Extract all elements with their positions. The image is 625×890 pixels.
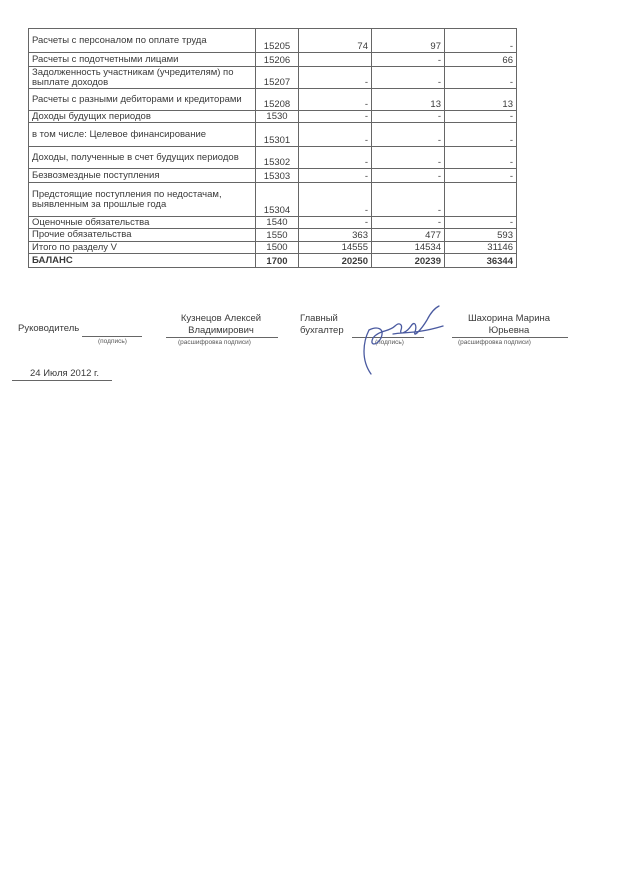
row-value-previous: - (372, 67, 445, 89)
row-label: Предстоящие поступления по недостачам, выявленным за прошлые года (29, 183, 256, 217)
row-label: Прочие обязательства (29, 229, 256, 242)
accountant-name-caption: (расшифровка подписи) (458, 339, 531, 346)
accountant-name-line1: Шахорина Марина (467, 313, 551, 324)
row-label: Оценочные обязательства (29, 217, 256, 229)
balance-table (28, 28, 517, 268)
head-name-line (166, 337, 278, 338)
head-name-line1: Кузнецов Алексей (180, 313, 262, 324)
row-value-prior: - (445, 169, 517, 183)
row-value-previous: 13 (372, 89, 445, 111)
row-value-current: - (299, 111, 372, 123)
row-code: 1530 (256, 111, 299, 123)
row-value-current: - (299, 183, 372, 217)
row-label: Задолженность участникам (учредителям) по выплате доходов (29, 67, 256, 89)
row-value-previous: 477 (372, 229, 445, 242)
row-value-prior: 36344 (445, 254, 517, 268)
row-code: 15302 (256, 147, 299, 169)
row-code: 1700 (256, 254, 299, 268)
row-code: 15303 (256, 169, 299, 183)
table-row (29, 53, 517, 67)
table-row (29, 67, 517, 89)
row-value-prior: - (445, 111, 517, 123)
row-code: 15301 (256, 123, 299, 147)
row-value-current: 20250 (299, 254, 372, 268)
accountant-signature-caption: (подпись) (375, 339, 404, 346)
row-code: 1540 (256, 217, 299, 229)
head-name-caption: (расшифровка подписи) (178, 339, 251, 346)
table-row (29, 183, 517, 217)
row-value-previous: - (372, 53, 445, 67)
row-label: Доходы будущих периодов (29, 111, 256, 123)
row-code: 1550 (256, 229, 299, 242)
row-label: БАЛАНС (29, 254, 256, 268)
signing-date: 24 Июля 2012 г. (30, 368, 99, 379)
table-row (29, 147, 517, 169)
row-value-previous: - (372, 111, 445, 123)
row-value-current (299, 53, 372, 67)
accountant-name-line2: Юрьевна (488, 325, 530, 336)
row-label: Итого по разделу V (29, 242, 256, 254)
row-value-current: - (299, 89, 372, 111)
accountant-label-line2: бухгалтер (300, 325, 344, 336)
signing-date-line (12, 380, 112, 381)
row-value-prior: 66 (445, 53, 517, 67)
row-code: 15206 (256, 53, 299, 67)
head-name-line2: Владимирович (188, 325, 254, 336)
row-value-current: - (299, 217, 372, 229)
row-value-previous: - (372, 147, 445, 169)
row-value-prior: - (445, 67, 517, 89)
row-value-current: - (299, 123, 372, 147)
table-row (29, 217, 517, 229)
table-row (29, 242, 517, 254)
row-value-previous: 14534 (372, 242, 445, 254)
row-code: 15304 (256, 183, 299, 217)
row-value-prior: 31146 (445, 242, 517, 254)
row-value-current: - (299, 147, 372, 169)
row-value-previous: - (372, 123, 445, 147)
row-label: Расчеты с персоналом по оплате труда (29, 29, 256, 53)
row-value-prior: - (445, 147, 517, 169)
row-label: Расчеты с разными дебиторами и кредиторами (29, 89, 256, 111)
row-label: Доходы, полученные в счет будущих периодов (29, 147, 256, 169)
table-row (29, 123, 517, 147)
row-value-prior: - (445, 217, 517, 229)
row-code: 15208 (256, 89, 299, 111)
row-value-current: 363 (299, 229, 372, 242)
accountant-label-line1: Главный (300, 313, 338, 324)
row-label: Расчеты с подотчетными лицами (29, 53, 256, 67)
row-value-current: - (299, 67, 372, 89)
row-label: в том числе: Целевое финансирование (29, 123, 256, 147)
table-row (29, 254, 517, 268)
row-value-prior: - (445, 29, 517, 53)
row-code: 15205 (256, 29, 299, 53)
row-value-prior: 13 (445, 89, 517, 111)
head-signature-line (82, 336, 142, 337)
head-signature-caption: (подпись) (98, 338, 127, 345)
row-value-previous: 20239 (372, 254, 445, 268)
row-value-current: 74 (299, 29, 372, 53)
table-row (29, 89, 517, 111)
table-row (29, 169, 517, 183)
row-value-prior: 593 (445, 229, 517, 242)
row-code: 1500 (256, 242, 299, 254)
row-value-previous: - (372, 217, 445, 229)
row-value-prior: - (445, 123, 517, 147)
row-label: Безвозмездные поступления (29, 169, 256, 183)
table-row (29, 229, 517, 242)
row-value-current: 14555 (299, 242, 372, 254)
row-value-previous: 97 (372, 29, 445, 53)
table-row (29, 111, 517, 123)
row-value-prior (445, 183, 517, 217)
accountant-signature (355, 302, 450, 377)
row-value-previous: - (372, 169, 445, 183)
table-row (29, 29, 517, 53)
head-label: Руководитель (18, 323, 80, 334)
row-code: 15207 (256, 67, 299, 89)
row-value-current: - (299, 169, 372, 183)
row-value-previous: - (372, 183, 445, 217)
accountant-name-line (452, 337, 568, 338)
